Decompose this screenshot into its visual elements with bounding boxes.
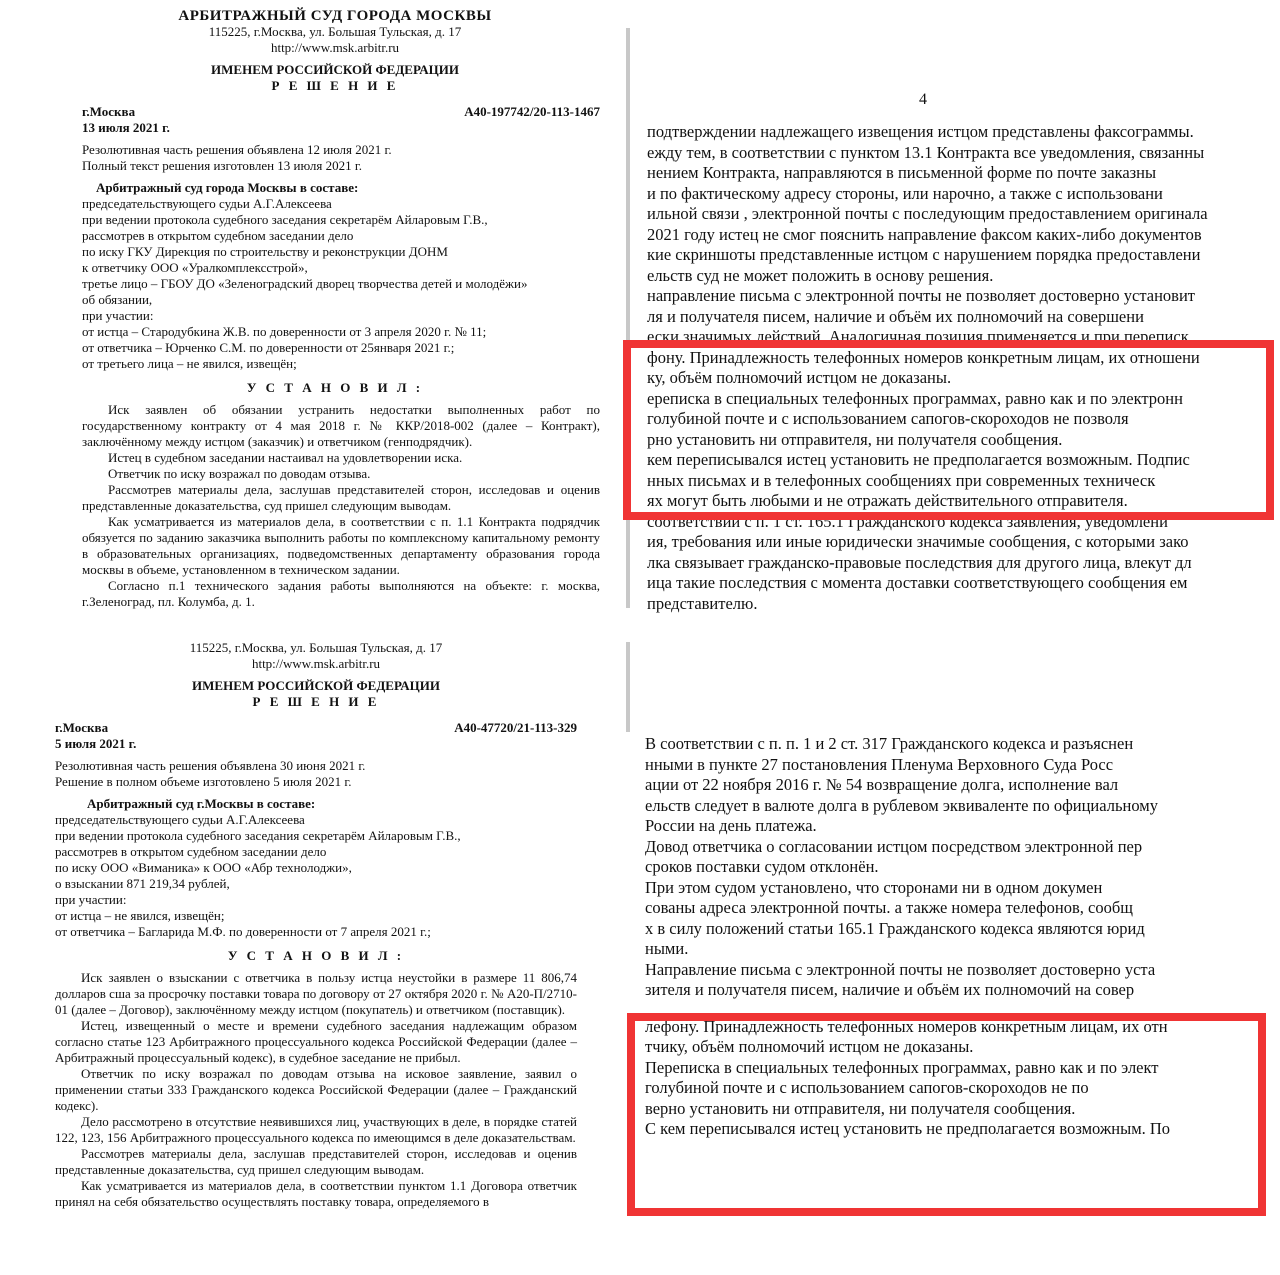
decision-date: 5 июля 2021 г. bbox=[55, 736, 137, 751]
scan-line: нных письмах и в телефонных сообщениях при современных техническ bbox=[647, 470, 1156, 490]
scan-line: сроков поставки судом отклонён. bbox=[645, 857, 879, 876]
scan-line: лефону. Принадлежность телефонных номеров конкретным лицам, их отн bbox=[645, 1016, 1168, 1036]
meta-line: по иску ООО «Виманика» к ООО «Абр технолоджи», bbox=[55, 860, 352, 875]
scan-line: голубиной почте и с использованием сапогов-скороходов не позволя bbox=[647, 409, 1129, 428]
paragraph: Истец, извещенный о месте и времени судебного заседания надлежащим образом согласно статье 123 Арбитражного процессуального кодекса Российской Федерации (далее – Арбитражный процессуальный кодекс), в судебное заседание не прибыл. bbox=[55, 1018, 577, 1065]
scan-line: Направление письма с электронной почты не позволяет достоверно уста bbox=[645, 959, 1156, 979]
meta-line: при ведении протокола судебного заседания секретарём Айларовым Г.В., bbox=[82, 212, 488, 227]
court-website: http://www.msk.arbitr.ru bbox=[251, 656, 381, 671]
scan-line: нными в пункте 27 постановления Пленума Верховного Суда Росс bbox=[645, 754, 1114, 774]
scan-line: В соответствии с п. п. 1 и 2 ст. 317 Гражданского кодекса и разъяснен bbox=[645, 734, 1134, 753]
decision-2-page bbox=[0, 640, 625, 1275]
meta-line: при участии: bbox=[55, 892, 127, 907]
full-text-line: Решение в полном объеме изготовлено 5 июля 2021 г. bbox=[55, 774, 352, 789]
meta-line: при участии: bbox=[82, 308, 154, 323]
heading-decision: Р Е Ш Е Н И Е bbox=[271, 78, 399, 93]
composition: Арбитражный суд города Москвы в составе: bbox=[96, 180, 359, 195]
scan-line: Довод ответчика о согласовании истцом посредством электронной пер bbox=[645, 836, 1143, 856]
meta-line: к ответчику ООО «Уралкомплексстрой», bbox=[82, 260, 308, 275]
city: г.Москва bbox=[55, 720, 109, 735]
scan-line: С кем переписывался истец установить не предполагается возможным. По bbox=[645, 1119, 1171, 1138]
highlight-frame-bottom bbox=[627, 1013, 1266, 1216]
scan-line: ески значимых действий. Аналогичная позиция применяется и при переписк bbox=[647, 327, 1189, 346]
meta-line: от ответчика – Юрченко С.М. по доверенности от 25января 2021 г.; bbox=[82, 340, 455, 355]
scan-line: ия, требования или иные юридически значимые сообщения, с которыми зако bbox=[647, 532, 1189, 551]
scan-line: рно установить ни отправителя, ни получателя сообщения. bbox=[647, 429, 1063, 449]
highlight-frame-top bbox=[623, 340, 1274, 520]
scan-line: и по фактическому адресу стороны, или нарочно, а также с использовани bbox=[647, 183, 1163, 203]
decision-1-page bbox=[0, 0, 625, 632]
scan-line: ными. bbox=[645, 939, 689, 958]
meta-line: от истца – Стародубкина Ж.В. по доверенности от 3 апреля 2020 г. № 11; bbox=[82, 324, 487, 339]
scan-line: России на день платежа. bbox=[645, 816, 817, 835]
meta-line: при ведении протокола судебного заседания секретарём Айларовым Г.В., bbox=[55, 828, 461, 843]
paragraph: Дело рассмотрено в отсутствие неявившихся лиц, участвующих в деле, в порядке статей 122, 123, 156 Арбитражного процессуального кодекса по имеющимся в деле доказательствам. bbox=[55, 1114, 577, 1145]
meta-line: третье лицо – ГБОУ ДО «Зеленоградский дворец творчества детей и молодёжи» bbox=[82, 276, 528, 291]
paragraph: Ответчик по иску возражал по доводам отзыва на исковое заявление, заявил о применении статьи 333 Гражданского кодекса Российской Федерации (далее – Гражданский кодекс). bbox=[55, 1066, 577, 1113]
scan-line: сованы адреса электронной почты. а также номера телефонов, сообщ bbox=[645, 898, 1133, 917]
paragraph: Согласно п.1 технического задания работы выполняются на объекте: г. москва, г.Зеленоград, пл. Колумба, д. 1. bbox=[82, 578, 600, 609]
paragraph: Рассмотрев материалы дела, заслушав представителей сторон, исследовав и оценив представленные доказательства, суд пришел следующим выводам. bbox=[55, 1146, 577, 1177]
scan-line: голубиной почте и с использованием сапогов-скороходов не по bbox=[645, 1078, 1089, 1097]
scan-line: ильной связи , электронной почты с последующим предоставлением оригинала bbox=[647, 204, 1208, 223]
established-heading: У С Т А Н О В И Л : bbox=[246, 380, 424, 395]
scan-line: зителя и получателя писем, наличие и объём их полномочий на совер bbox=[645, 980, 1135, 999]
scan-line: ации от 22 ноября 2016 г. № 54 возвращение долга, исполнение вал bbox=[645, 775, 1119, 794]
scan-line: кем переписывался истец установить не предполагается возможным. Подпис bbox=[647, 450, 1190, 469]
announced-line: Резолютивная часть решения объявлена 12 июля 2021 г. bbox=[82, 142, 392, 157]
heading-decision: Р Е Ш Е Н И Е bbox=[252, 694, 380, 709]
scan-line: ереписка в специальных телефонных программах, равно как и по электронн bbox=[647, 388, 1183, 408]
photo-edge-divider bbox=[626, 642, 630, 732]
composition: Арбитражный суд г.Москвы в составе: bbox=[87, 796, 316, 811]
scan-line: 2021 году истец не смог пояснить направление факсом каких-либо документов bbox=[647, 224, 1202, 244]
scan-line: кие скриншоты представленные истцом с нарушением порядка предоставлени bbox=[647, 245, 1201, 264]
heading-name-of-federation: ИМЕНЕМ РОССИЙСКОЙ ФЕДЕРАЦИИ bbox=[211, 62, 459, 77]
scan-line: ельств следует в валюте долга в рублевом эквиваленте по официальному bbox=[645, 795, 1158, 815]
court-website: http://www.msk.arbitr.ru bbox=[270, 40, 400, 55]
case-number: А40-197742/20-113-1467 bbox=[464, 104, 600, 119]
scan-line: направление письма с электронной почты не позволяет достоверно установит bbox=[647, 286, 1195, 305]
meta-line: рассмотрев в открытом судебном заседании дело bbox=[55, 844, 327, 859]
full-text-line: Полный текст решения изготовлен 13 июля 2021 г. bbox=[82, 158, 362, 173]
paragraph: Истец в судебном заседании настаивал на удовлетворении иска. bbox=[108, 450, 463, 465]
decision-date: 13 июля 2021 г. bbox=[82, 120, 170, 135]
scan-line: ельств суд не может положить в основу решения. bbox=[647, 265, 994, 285]
scan-line: нением Контракта, направляются в письменной форме по почте заказны bbox=[647, 163, 1157, 182]
scan-line: Переписка в специальных телефонных программах, равно как и по элект bbox=[645, 1057, 1159, 1077]
heading-name-of-federation: ИМЕНЕМ РОССИЙСКОЙ ФЕДЕРАЦИИ bbox=[192, 678, 440, 693]
meta-line: от истца – не явился, извещён; bbox=[55, 908, 225, 923]
paragraph: Как усматривается из материалов дела, в соответствии пунктом 1.1 Договора ответчик принял на себя обязательство осуществлять поставку товара, определяемого в bbox=[55, 1178, 577, 1209]
scan-line: представителю. bbox=[647, 593, 758, 613]
scan-line: ежду тем, в соответствии с пунктом 13.1 Контракта все уведомления, связанны bbox=[647, 142, 1205, 162]
paragraph: Иск заявлен о взыскании с ответчика в пользу истца неустойки в размере 11 806,74 долларов сша за просрочку поставки товара по договору от 27 октября 2020 г. № А20-П/2710-01 (далее – Договор), заключённому между истцом (покупатель) и ответчиком (поставщик). bbox=[55, 970, 577, 1017]
meta-line: от третьего лица – не явился, извещён; bbox=[82, 356, 297, 371]
page-number: 4 bbox=[919, 91, 927, 108]
scan-line: лка связывает гражданско-правовые последствия для другого лица, влекут дл bbox=[647, 552, 1192, 572]
city: г.Москва bbox=[82, 104, 136, 119]
scan-line: фону. Принадлежность телефонных номеров конкретным лицам, их отношени bbox=[647, 347, 1200, 367]
paragraph: Рассмотрев материалы дела, заслушав представителей сторон, исследовав и оценив представленные доказательства, суд пришел следующим выводам. bbox=[82, 482, 600, 513]
scan-line: тчику, объём полномочий истцом не доказаны. bbox=[645, 1037, 974, 1056]
meta-line: рассмотрев в открытом судебном заседании дело bbox=[82, 228, 354, 243]
court-address: 115225, г.Москва, ул. Большая Тульская, д. 17 bbox=[189, 640, 443, 655]
paragraph: Иск заявлен об обязании устранить недостатки выполненных работ по государственному контракту от 4 мая 2018 г. № ККР/2018-002 (далее – Контракт), заключённому между истцом (заказчик) и ответчиком (генподрядчик). bbox=[82, 402, 600, 449]
meta-line: председательствующего судьи А.Г.Алексеева bbox=[55, 812, 305, 827]
scan-page-4 bbox=[633, 0, 1280, 632]
photo-edge-divider bbox=[626, 28, 630, 608]
meta-line: от ответчика – Багларида М.Ф. по доверенности от 7 апреля 2021 г.; bbox=[55, 924, 431, 939]
scan-line: соответствии с п. 1 ст. 165.1 Гражданского кодекса заявления, уведомлени bbox=[647, 511, 1168, 531]
scan-line: верно установить ни отправителя, ни получателя сообщения. bbox=[645, 1098, 1076, 1118]
meta-line: председательствующего судьи А.Г.Алексеева bbox=[82, 196, 332, 211]
paragraph: Как усматривается из материалов дела, в соответствии с п. 1.1 Контракта подрядчик обязуется по заданию заказчика выполнить работы по комплексному капитальному ремонту в образовательных организациях, подведомственных департаменту образования города москвы в объеме, установленном в техническом задании. bbox=[82, 514, 600, 577]
established-heading: У С Т А Н О В И Л : bbox=[227, 948, 405, 963]
scan-line: ля и получателя писем, наличие и объём их полномочий на совершени bbox=[647, 306, 1144, 326]
scan-line: ях могут быть любыми и не отражать действительного отправителя. bbox=[647, 491, 1128, 510]
scan-line: подтверждении надлежащего извещения истцом представлены факсограммы. bbox=[647, 122, 1194, 141]
scan-line: ица такие последствия с момента доставки соответствующего сообщения ем bbox=[647, 573, 1188, 592]
announced-line: Резолютивная часть решения объявлена 30 июня 2021 г. bbox=[55, 758, 366, 773]
scan-line: ку, объём полномочий истцом не доказаны. bbox=[647, 368, 952, 387]
paragraph: Ответчик по иску возражал по доводам отзыва. bbox=[108, 466, 371, 481]
scan-line: При этом судом установлено, что сторонами ни в одном докумен bbox=[645, 877, 1103, 897]
meta-line: по иску ГКУ Дирекция по строительству и реконструкции ДОНМ bbox=[82, 244, 448, 259]
meta-line: об обязании, bbox=[82, 292, 153, 307]
court-address: 115225, г.Москва, ул. Большая Тульская, д. 17 bbox=[208, 24, 462, 39]
court-title: АРБИТРАЖНЫЙ СУД ГОРОДА МОСКВЫ bbox=[178, 8, 492, 24]
scan-line: х в силу положений статьи 165.1 Гражданского кодекса являются юрид bbox=[645, 918, 1145, 938]
meta-line: о взыскании 871 219,34 рублей, bbox=[55, 876, 230, 891]
case-number: А40-47720/21-113-329 bbox=[454, 720, 577, 735]
